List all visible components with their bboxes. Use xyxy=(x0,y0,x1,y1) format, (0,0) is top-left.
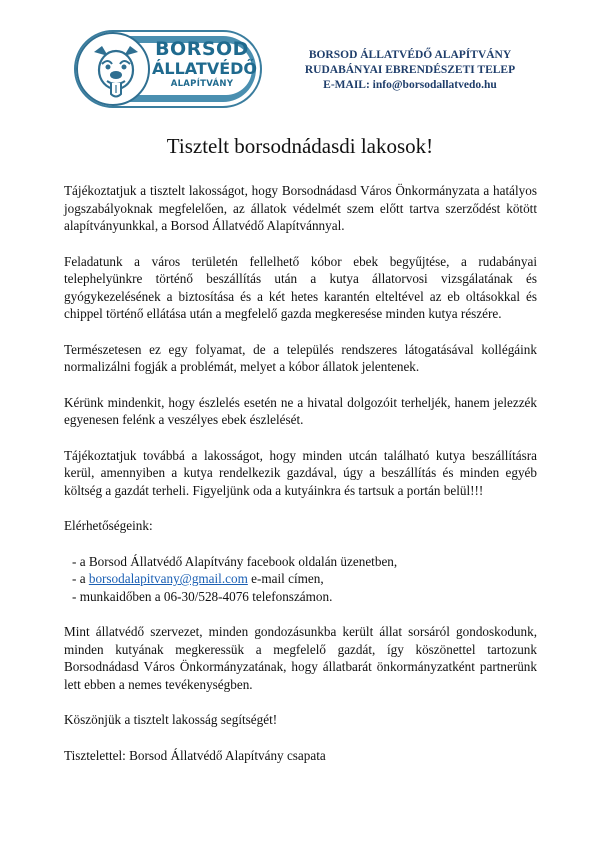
document-body xyxy=(64,182,537,764)
contact-phone: - munkaidőben a 06-30/528-4076 telefonszámon. xyxy=(72,588,333,604)
organization-name: BORSOD ÁLLATVÉDŐ ALAPÍTVÁNY xyxy=(308,49,512,61)
thanks-line: Köszönjük a tisztelt lakosság segítségét! xyxy=(64,712,278,727)
email-link[interactable]: borsodalapitvany@gmail.com xyxy=(88,571,248,586)
logo-line-3: ALAPÍTVÁNY xyxy=(170,79,234,89)
contact-email xyxy=(72,570,537,588)
logo-line-2: ÁLLATVÉDŐ xyxy=(152,59,258,78)
signature-line: Tisztelettel: Borsod Állatvédő Alapítvány csapata xyxy=(64,747,326,763)
organization-site: RUDABÁNYAI EBRENDÉSZETI TELEP xyxy=(304,64,516,76)
document-title: Tisztelt borsodnádasdi lakosok! xyxy=(166,134,434,158)
logo-badge xyxy=(76,32,150,106)
organization-email: E-MAIL: info@borsodallatvedo.hu xyxy=(323,79,497,91)
paragraph-process: Természetesen ez egy folyamat, de a település rendszeres látogatásával kollégáink normalizálni fogják a problémát, melyet a kóbor állatok jelentenek. xyxy=(64,341,537,374)
paragraph-owner-costs: Tájékoztatjuk továbbá a lakosságot, hogy minden utcán található kutya beszállításra kerül, amennyiben a kutya rendelkezik gazdával, úgy a beszállítás és minden egyéb költség a gazdát terheli. Figyeljünk oda a kutyáinkra és tartsuk a portán belül!!! xyxy=(64,447,537,498)
contact-facebook: - a Borsod Állatvédő Alapítvány facebook oldalán üzenetben, xyxy=(72,553,398,569)
paragraph-tasks: Feladatunk a város területén fellelhető kóbor ebek begyűjtése, a rudabányai telephelyünkre történő beszállítás után a kutya állatorvosi vizsgálatának és gyógykezelésének a biztosítása és a két hetes karantén elteltével az eb oltásokkal és chippel történő ellátása után a megfelelő gazda megkeresése minden kutya részére. xyxy=(64,253,537,321)
contacts-heading: Elérhetőségeink: xyxy=(64,518,153,533)
letterhead xyxy=(0,0,600,110)
logo-wordmark xyxy=(152,38,258,89)
foundation-logo xyxy=(74,30,260,106)
paragraph-request: Kérünk mindenkit, hogy észlelés esetén ne a hivatal dolgozóit terheljék, hanem jelezzék egyenesen felénk a veszélyes ebek észlelését. xyxy=(64,394,537,427)
paragraph-closing: Mint állatvédő szervezet, minden gondozásunkba került állat sorsáról gondoskodunk, minden kutyának megkeressük a megfelelő gazdát, így köszönettel tartozunk Borsodnádasd Város Önkormányzatának, hogy állatbarát önkormányzatként partnerünk lett ebben a nemes tevékenységben. xyxy=(64,624,537,692)
dog-face-icon xyxy=(88,42,144,102)
contact-email-prefix: - a xyxy=(72,571,89,586)
contacts-list xyxy=(64,553,537,606)
paragraph-intro: Tájékoztatjuk a tisztelt lakosságot, hogy Borsodnádasd Város Önkormányzata a hatályos jogszabályoknak megfelelően, az állatok védelmét szem előtt tartva szerződést kötött alapítványunkkal, a Borsod Állatvédő Alapítvánnyal. xyxy=(64,183,537,233)
contact-email-suffix: e-mail címen, xyxy=(247,571,324,586)
logo-line-1: BORSOD xyxy=(155,38,249,60)
organization-info xyxy=(270,48,550,93)
